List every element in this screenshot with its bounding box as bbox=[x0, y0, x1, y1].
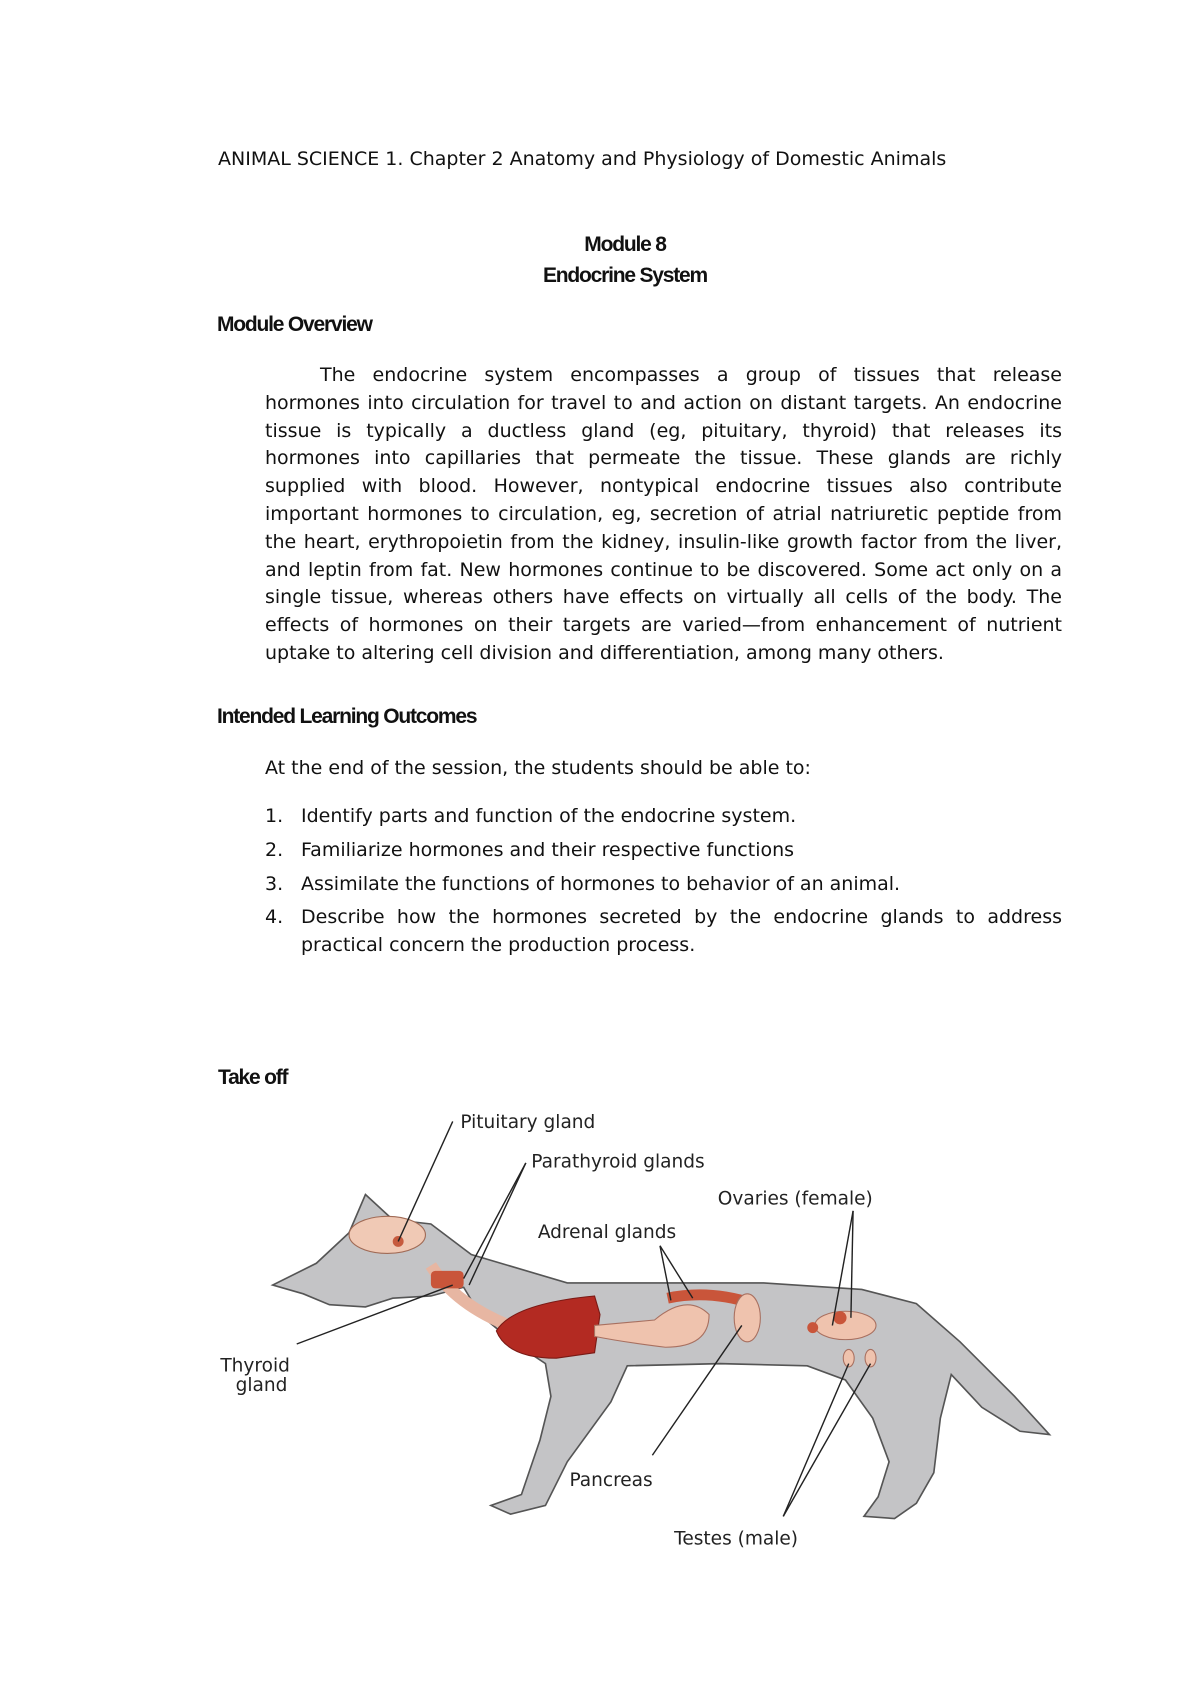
item-number: 4. bbox=[265, 906, 284, 929]
kidney bbox=[734, 1294, 760, 1342]
item-number: 1. bbox=[265, 805, 284, 827]
takeoff-heading: Take off bbox=[218, 1066, 288, 1089]
overview-heading: Module Overview bbox=[217, 313, 372, 336]
overview-paragraph: The endocrine system encompasses a group of tissues that release hormones into circulation for travel to and action on distant targets. An endocrine tissue is typically a ductless gland (eg, pituitary, thyroid) that releases its hormones into capillaries that permeate the tissue. These glands are richly supplied with blood. However, nontypical endocrine tissues also contribute important hormones to circulation, eg, secretion of atrial natriuretic peptide from the heart, erythropoietin from the kidney, insulin-like growth factor from the liver, and leptin from fat. New hormones continue to be discovered. Some act only on a single tissue, whereas others have effects on virtually all cells of the body. The effects of hormones on their targets are varied—from enhancement of nutrient uptake to altering cell division and differentiation, among many others. bbox=[265, 364, 1062, 664]
brain bbox=[349, 1216, 425, 1253]
item-text: Describe how the hormones secreted by the endocrine glands to address practical concern the production process. bbox=[301, 906, 1062, 957]
item-text: Familiarize hormones and their respective functions bbox=[301, 838, 795, 861]
module-title: Endocrine System bbox=[542, 264, 708, 287]
module-number: Module 8 bbox=[584, 233, 666, 256]
thyroid-gland bbox=[431, 1271, 464, 1288]
outcomes-intro: At the end of the session, the students should be able to: bbox=[265, 757, 811, 779]
label-thyroid-1: Thyroid bbox=[220, 1355, 290, 1377]
item-text: Identify parts and function of the endocrine system. bbox=[301, 805, 797, 827]
item-text: Assimilate the functions of hormones to behavior of an animal. bbox=[301, 872, 901, 895]
label-thyroid-2: gland bbox=[235, 1374, 288, 1396]
label-ovaries: Ovaries (female) bbox=[717, 1188, 873, 1210]
label-pancreas: Pancreas bbox=[569, 1469, 653, 1491]
label-adrenal: Adrenal glands bbox=[537, 1222, 677, 1244]
item-number: 3. bbox=[265, 872, 284, 895]
item-number: 2. bbox=[265, 838, 284, 861]
label-testes: Testes (male) bbox=[674, 1528, 799, 1550]
outcomes-heading: Intended Learning Outcomes bbox=[217, 705, 477, 728]
label-pituitary: Pituitary gland bbox=[460, 1111, 596, 1133]
label-parathyroid: Parathyroid glands bbox=[531, 1151, 705, 1173]
document-header: ANIMAL SCIENCE 1. Chapter 2 Anatomy and Physiology of Domestic Animals bbox=[218, 148, 947, 170]
